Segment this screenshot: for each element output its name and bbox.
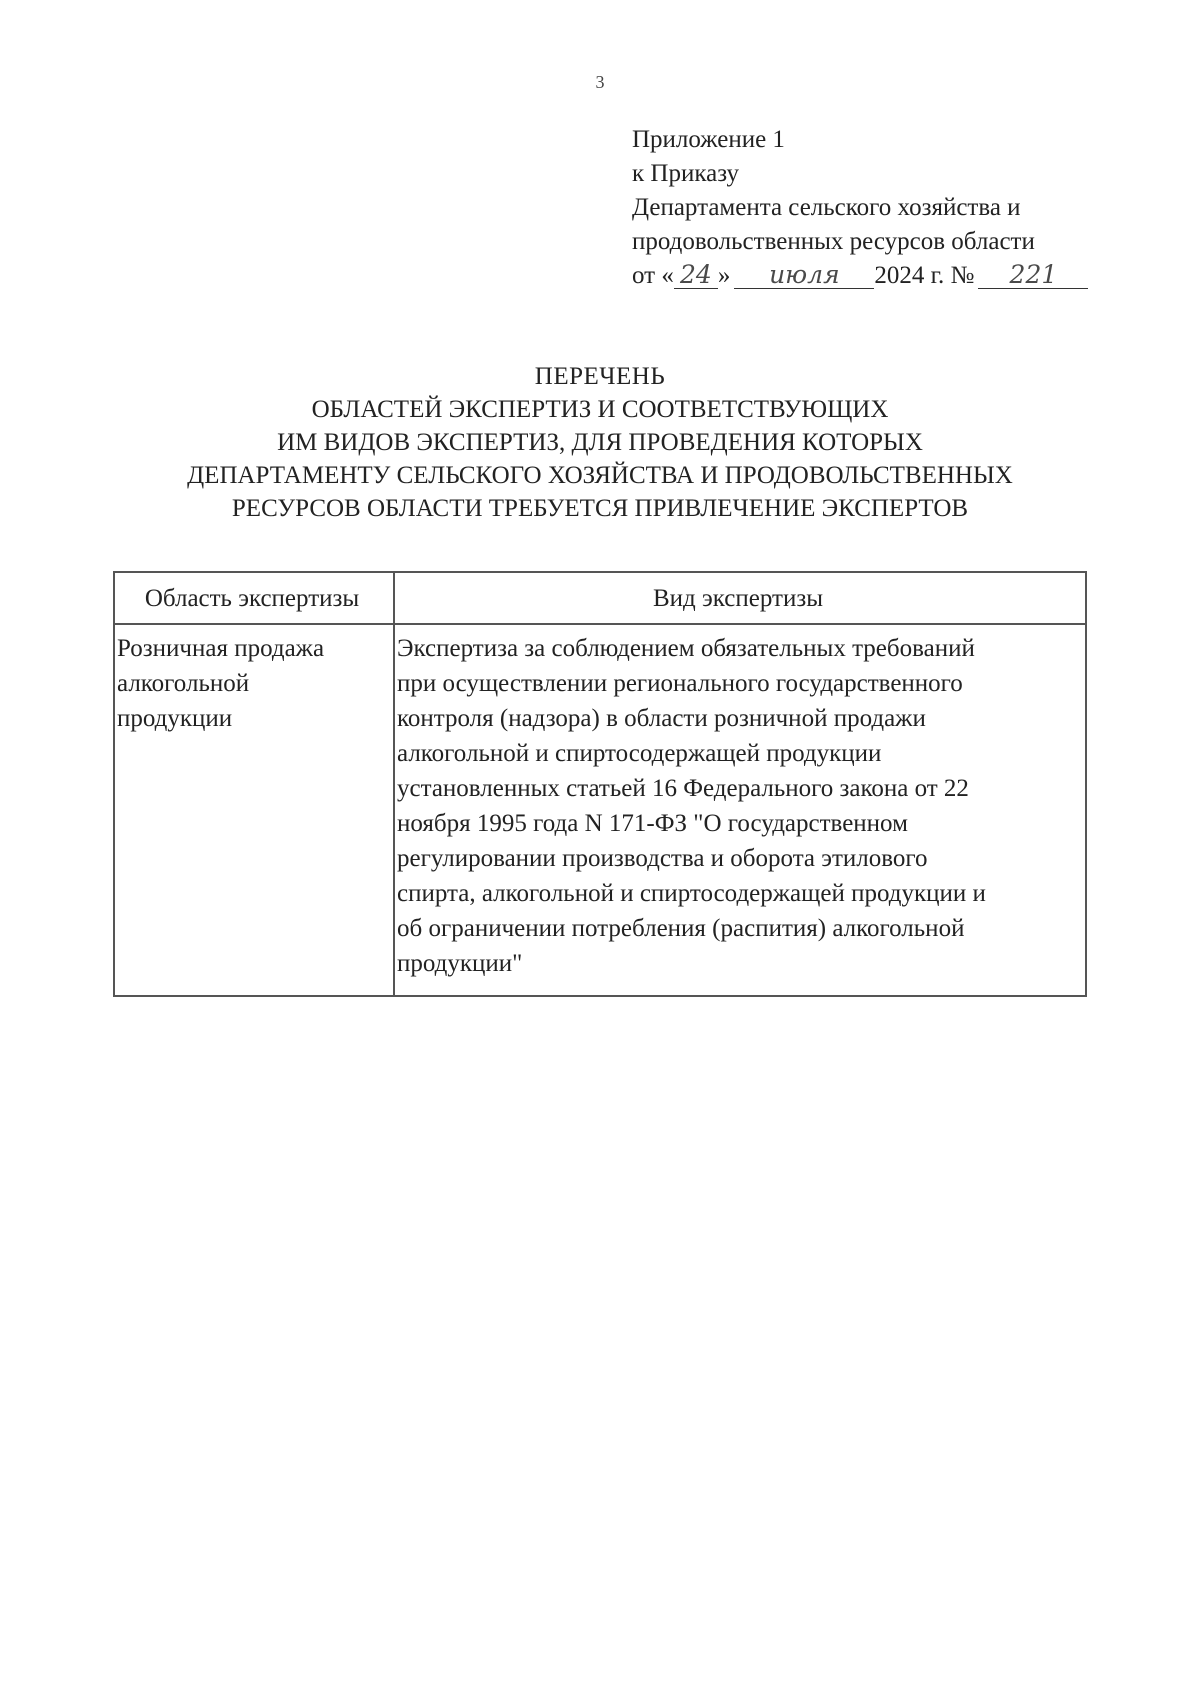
handwritten-order-number: 221 bbox=[978, 262, 1088, 289]
appendix-line-1: Приложение 1 bbox=[632, 126, 785, 153]
appendix-line-4: продовольственных ресурсов области bbox=[632, 228, 1035, 255]
area-line: продукции bbox=[117, 705, 233, 732]
handwritten-day: 24 bbox=[674, 262, 718, 289]
kind-line: об ограничении потребления (распития) алкогольной bbox=[397, 915, 965, 942]
title-line-5: РЕСУРСОВ ОБЛАСТИ ТРЕБУЕТСЯ ПРИВЛЕЧЕНИЕ ЭКСПЕРТОВ bbox=[231, 495, 969, 522]
cell-kind bbox=[394, 624, 1086, 996]
date-mid: » bbox=[717, 262, 731, 289]
title-line-3: ИМ ВИДОВ ЭКСПЕРТИЗ, ДЛЯ ПРОВЕДЕНИЯ КОТОРЫХ bbox=[277, 429, 923, 456]
kind-line: алкогольной и спиртосодержащей продукции bbox=[397, 740, 882, 767]
kind-line: ноября 1995 года N 171-ФЗ "О государственном bbox=[397, 810, 908, 837]
handwritten-month: июля bbox=[734, 262, 874, 289]
header-kind: Вид экспертизы bbox=[394, 572, 1086, 624]
cell-area bbox=[114, 624, 394, 996]
kind-line: регулировании производства и оборота этилового bbox=[397, 845, 928, 872]
area-line: алкогольной bbox=[117, 670, 250, 697]
table-header-row bbox=[114, 572, 1086, 624]
appendix-line-2: к Приказу bbox=[632, 160, 740, 187]
area-line: Розничная продажа bbox=[117, 635, 325, 662]
appendix-block bbox=[632, 123, 1088, 293]
document-title bbox=[100, 360, 1100, 525]
expertise-table bbox=[113, 571, 1087, 997]
date-prefix: от « bbox=[632, 262, 674, 289]
kind-line: контроля (надзора) в области розничной продажи bbox=[397, 705, 926, 732]
title-line-4: ДЕПАРТАМЕНТУ СЕЛЬСКОГО ХОЗЯЙСТВА И ПРОДОВОЛЬСТВЕННЫХ bbox=[187, 462, 1013, 489]
title-line-1: ПЕРЕЧЕНЬ bbox=[534, 363, 666, 390]
title-line-2: ОБЛАСТЕЙ ЭКСПЕРТИЗ И СООТВЕТСТВУЮЩИХ bbox=[311, 396, 889, 423]
date-year: 2024 г. № bbox=[874, 262, 975, 289]
appendix-date-line bbox=[632, 259, 1088, 293]
kind-line: при осуществлении регионального государственного bbox=[397, 670, 963, 697]
header-area: Область экспертизы bbox=[114, 572, 394, 624]
kind-line: продукции" bbox=[397, 950, 523, 977]
table-row bbox=[114, 624, 1086, 996]
kind-line: спирта, алкогольной и спиртосодержащей продукции и bbox=[397, 880, 986, 907]
appendix-line-3: Департамента сельского хозяйства и bbox=[632, 194, 1021, 221]
page-number: 3 bbox=[595, 72, 605, 92]
kind-line: установленных статьей 16 Федерального закона от 22 bbox=[397, 775, 969, 802]
kind-line: Экспертиза за соблюдением обязательных требований bbox=[397, 635, 975, 662]
